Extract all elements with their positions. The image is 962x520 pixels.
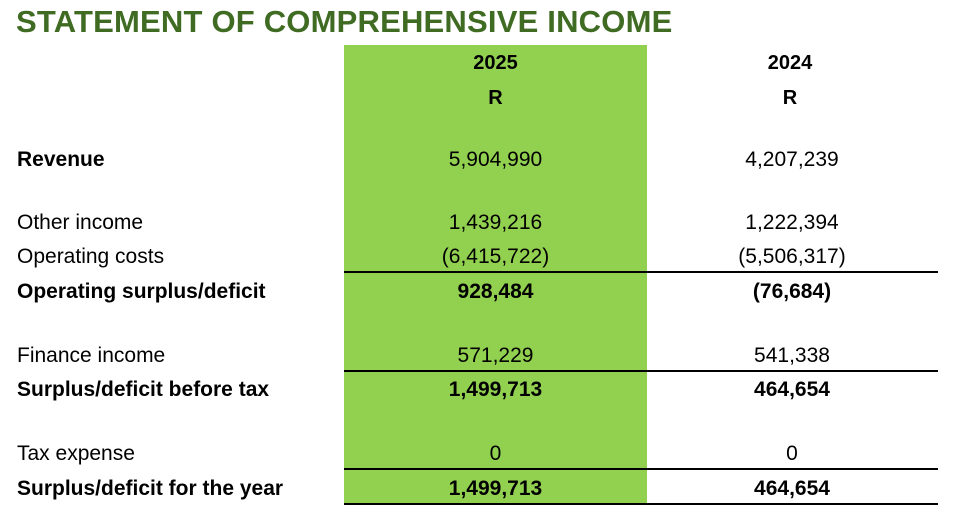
row-label-surplus-before-tax: Surplus/deficit before tax — [17, 378, 270, 401]
value-other-income-prior: 1,222,394 — [745, 211, 839, 234]
value-operating-surplus-current: 928,484 — [457, 280, 534, 303]
row-label-surplus-for-year: Surplus/deficit for the year — [17, 477, 284, 500]
value-revenue-current: 5,904,990 — [448, 148, 543, 171]
column-header-prior-year: 2024 — [767, 52, 813, 74]
current-year-highlight — [344, 45, 647, 505]
value-operating-surplus-prior: (76,684) — [752, 280, 832, 303]
divider-operating — [344, 271, 938, 273]
value-finance-income-current: 571,229 — [457, 344, 534, 367]
column-header-current-year: 2025 — [473, 52, 518, 74]
divider-for-year — [344, 468, 938, 470]
row-label-other-income: Other income — [17, 211, 144, 234]
value-surplus-for-year-prior: 464,654 — [754, 477, 830, 500]
value-operating-costs-current: (6,415,722) — [441, 245, 550, 268]
row-label-operating-costs: Operating costs — [17, 245, 165, 268]
row-label-finance-income: Finance income — [17, 344, 166, 367]
value-surplus-for-year-current: 1,499,713 — [448, 477, 543, 500]
divider-before-tax — [344, 370, 938, 372]
value-revenue-prior: 4,207,239 — [745, 148, 839, 171]
value-tax-expense-prior: 0 — [786, 442, 798, 465]
row-label-revenue: Revenue — [17, 148, 105, 171]
value-finance-income-prior: 541,338 — [754, 344, 830, 367]
value-operating-costs-prior: (5,506,317) — [738, 245, 846, 268]
divider-bottom — [344, 503, 938, 505]
value-tax-expense-current: 0 — [489, 442, 502, 465]
page-title: STATEMENT OF COMPREHENSIVE INCOME — [16, 4, 673, 39]
value-surplus-before-tax-prior: 464,654 — [754, 378, 830, 401]
column-unit-prior-year: R — [782, 87, 798, 109]
row-label-operating-surplus: Operating surplus/deficit — [17, 280, 266, 303]
value-surplus-before-tax-current: 1,499,713 — [448, 378, 543, 401]
value-other-income-current: 1,439,216 — [448, 211, 543, 234]
column-unit-current-year: R — [488, 87, 503, 109]
row-label-tax-expense: Tax expense — [17, 442, 135, 465]
